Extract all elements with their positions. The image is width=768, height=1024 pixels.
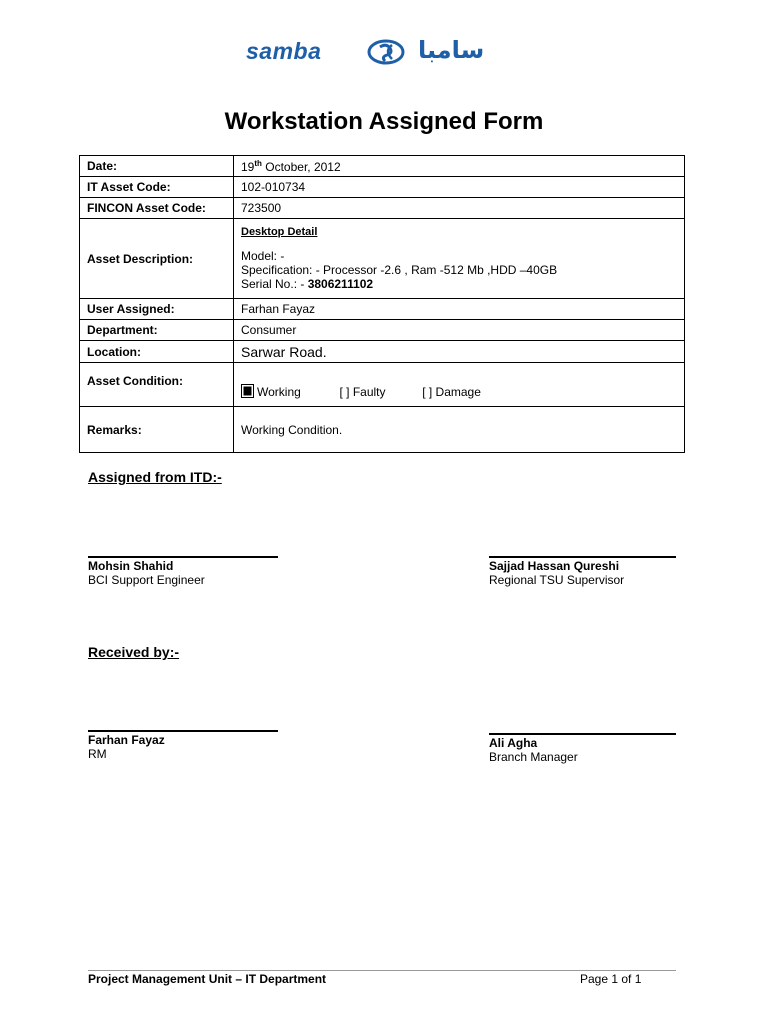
department-value: Consumer	[234, 320, 685, 341]
it-asset-code-label: IT Asset Code:	[80, 177, 234, 198]
footer-divider	[88, 970, 676, 971]
signature-line	[489, 733, 676, 735]
condition-faulty-option: [ ] Faulty	[339, 385, 386, 399]
asset-condition-label: Asset Condition:	[80, 363, 234, 407]
table-row	[80, 198, 685, 219]
table-row	[80, 363, 685, 407]
model-line: Model: -	[241, 249, 285, 263]
working-checkbox	[241, 384, 254, 398]
logo-arabic-text: سامبا	[418, 36, 485, 64]
assigned-from-right-name: Sajjad Hassan Qureshi	[489, 559, 620, 573]
date-value	[234, 156, 685, 177]
asset-description-value	[234, 219, 685, 299]
condition-damage-option: [ ] Damage	[422, 385, 481, 399]
fincon-asset-code-value: 723500	[234, 198, 685, 219]
table-row	[80, 341, 685, 363]
it-asset-code-value: 102-010734	[234, 177, 685, 198]
department-label: Department:	[80, 320, 234, 341]
table-row	[80, 177, 685, 198]
signature-line	[88, 730, 278, 732]
remarks-label: Remarks:	[80, 407, 234, 453]
date-day: 19	[241, 159, 255, 174]
user-assigned-value: Farhan Fayaz	[234, 299, 685, 320]
remarks-value: Working Condition.	[234, 407, 685, 453]
location-label: Location:	[80, 341, 234, 363]
condition-working-label: Working	[257, 385, 301, 399]
serial-label: Serial No.: -	[241, 277, 308, 291]
received-by-right-role: Branch Manager	[489, 750, 578, 764]
serial-number: 3806211102	[307, 277, 374, 291]
page-title: Workstation Assigned Form	[224, 108, 544, 135]
received-by-heading: Received by:-	[88, 644, 180, 660]
date-month-year: October, 2012	[261, 159, 341, 174]
table-row	[80, 219, 685, 299]
signature-line	[489, 556, 676, 558]
signature-line	[88, 556, 278, 558]
received-by-left-name: Farhan Fayaz	[88, 733, 165, 747]
asset-form-table	[79, 155, 685, 453]
desktop-detail-heading: Desktop Detail	[241, 226, 318, 238]
serial-line	[241, 277, 677, 291]
received-by-right-name: Ali Agha	[489, 736, 538, 750]
samba-logo	[246, 38, 536, 66]
logo-english-text: samba	[246, 38, 322, 64]
assigned-from-right-role: Regional TSU Supervisor	[489, 573, 625, 587]
fincon-asset-code-label: FINCON Asset Code:	[80, 198, 234, 219]
assigned-from-left-role: BCI Support Engineer	[88, 573, 205, 587]
assigned-from-heading: Assigned from ITD:-	[88, 469, 222, 485]
received-by-left-role: RM	[88, 747, 107, 761]
date-label: Date:	[80, 156, 234, 177]
footer-page-number: Page 1 of 1	[580, 972, 642, 986]
specification-line: Specification: - Processor -2.6 , Ram -512 Mb ,HDD –40GB	[241, 263, 558, 277]
footer-department: Project Management Unit – IT Department	[88, 972, 327, 986]
table-row	[80, 407, 685, 453]
date-suffix: th	[254, 158, 262, 168]
samba-logo-icon	[366, 39, 406, 65]
assigned-from-left-name: Mohsin Shahid	[88, 559, 174, 573]
asset-description-label: Asset Description:	[80, 219, 234, 299]
table-row	[80, 299, 685, 320]
table-row	[80, 156, 685, 177]
asset-condition-value	[234, 363, 685, 407]
location-value: Sarwar Road.	[234, 341, 685, 363]
table-row	[80, 320, 685, 341]
user-assigned-label: User Assigned:	[80, 299, 234, 320]
